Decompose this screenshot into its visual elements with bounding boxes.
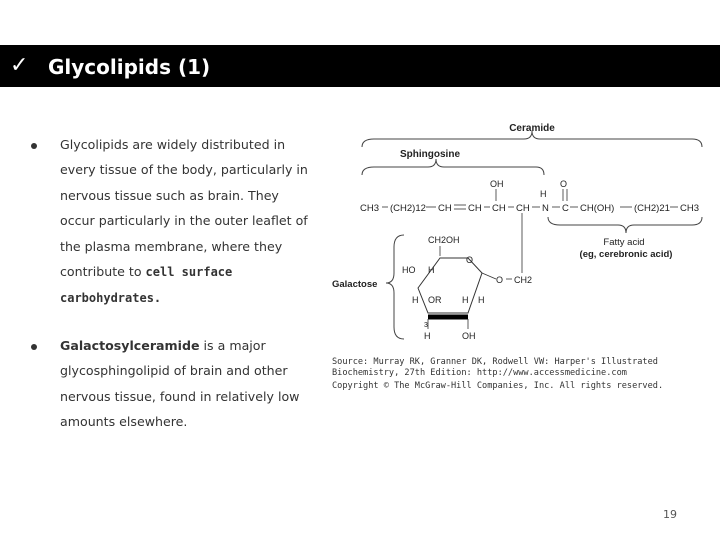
source-line-1: Source: Murray RK, Granner DK, Rodwell VW: Harper's Illustrated <box>332 357 658 367</box>
checkmark-icon: ✓ <box>10 53 29 78</box>
chain-ch3-end: CH3 <box>680 203 700 214</box>
source-line-2: Biochemistry, 27th Edition: http://www.accessmedicine.com <box>332 368 627 378</box>
galactosylceramide-figure <box>328 113 712 353</box>
ring-h-bottom: H <box>424 331 431 341</box>
slide-title: Glycolipids (1) <box>48 55 211 79</box>
ring-oh-bottom: OH <box>462 331 476 341</box>
sphingosine-bracket <box>362 159 544 175</box>
galactose-bracket <box>386 235 404 339</box>
chain-ch2-12: (CH2)12 <box>390 203 426 214</box>
chain-oh: OH <box>490 179 504 189</box>
bullet-1-text: Glycolipids are widely distributed in every tissue of the body, particularly in nervous tissue such as brain. They occur particularly in the outer leaflet of the plasma membrane, where they contribute to <box>60 137 308 280</box>
title-bar <box>0 45 720 87</box>
chain-c: C <box>562 203 569 214</box>
bullet-1-bold: cell surface carbohydrates. <box>60 265 233 306</box>
bullet-text-1 <box>60 132 310 312</box>
chain-ch3: CH3 <box>360 203 380 214</box>
chain-choh: CH(OH) <box>580 203 615 214</box>
bullet-text-2 <box>60 333 310 435</box>
bullet-2-bold: Galactosylceramide <box>60 338 200 353</box>
ring-h-top: H <box>428 265 435 275</box>
ring-num-3: 3 <box>424 322 428 329</box>
bullet-dot-1 <box>31 143 37 149</box>
structure-diagram <box>328 113 712 353</box>
ring-h-right: H <box>478 295 485 305</box>
ring-o: O <box>466 255 474 265</box>
ring-h-left: H <box>412 295 419 305</box>
chain-ch-d: CH <box>516 203 530 214</box>
ring-ho: HO <box>402 265 416 275</box>
fatty-acid-bracket <box>548 217 702 233</box>
source-line-3: Copyright © The McGraw-Hill Companies, Inc. All rights reserved. <box>332 381 664 391</box>
galactose-label: Galactose <box>332 279 378 290</box>
chain-o-carbonyl: O <box>560 179 568 189</box>
ring-ch2oh: CH2OH <box>428 235 460 245</box>
fatty-acid-example: (eg, cerebronic acid) <box>579 249 673 260</box>
page-number: 19 <box>663 508 677 521</box>
chain-ch-a: CH <box>438 203 452 214</box>
chain-ch-c: CH <box>492 203 506 214</box>
ceramide-label: Ceramide <box>509 123 555 134</box>
ring-h-mid: H <box>462 295 469 305</box>
bullet-2-after: is a major glycosphingolipid of brain and other nervous tissue, found in relatively low amounts elsewhere. <box>60 338 300 430</box>
chain-ch-b: CH <box>468 203 482 214</box>
bullet-dot-2 <box>31 344 37 350</box>
ring-o-link: O <box>496 275 504 285</box>
sphingosine-label: Sphingosine <box>400 149 460 160</box>
ring-ch2-link: CH2 <box>514 275 533 285</box>
fatty-acid-label: Fatty acid <box>603 237 645 248</box>
ring-or: OR <box>428 295 442 305</box>
chain-ch2-21: (CH2)21 <box>634 203 670 214</box>
chain-h-n: H <box>540 189 547 199</box>
chain-n: N <box>542 203 549 214</box>
